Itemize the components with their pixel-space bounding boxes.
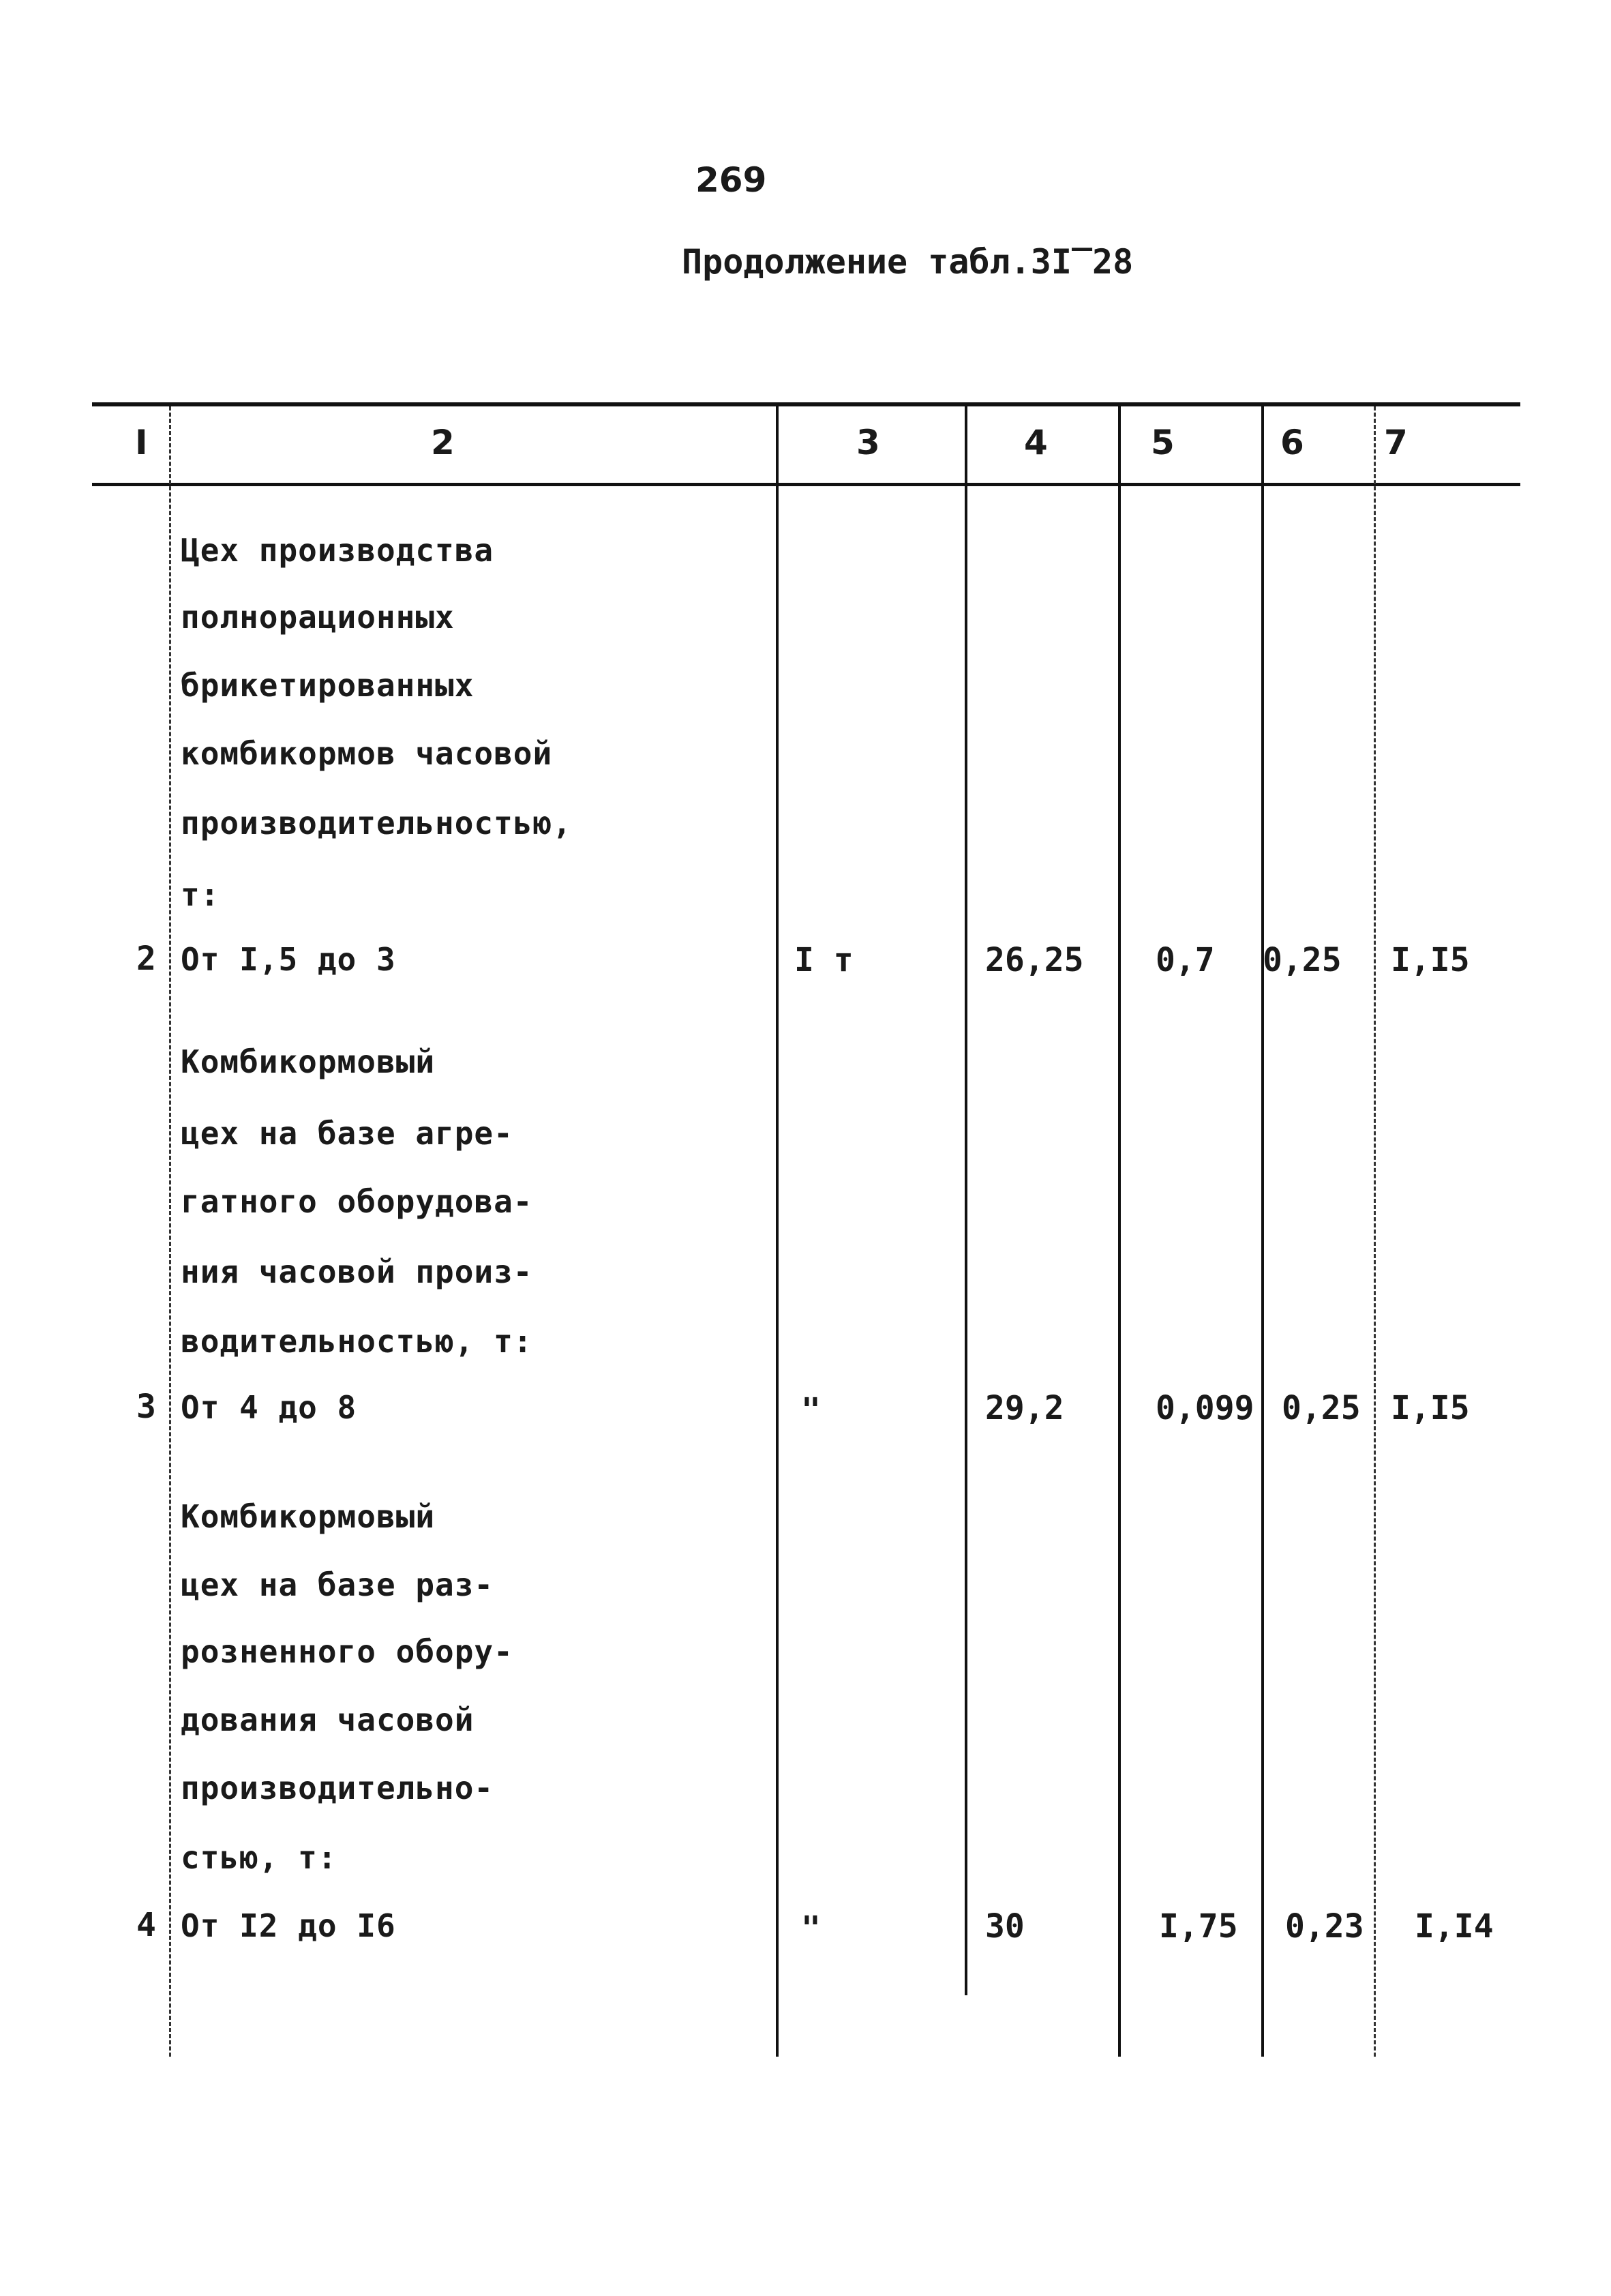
cell-col-5: 0,099 bbox=[1156, 1389, 1254, 1427]
row-range: От 4 до 8 bbox=[181, 1389, 357, 1426]
cell-col-7: I,I5 bbox=[1391, 1389, 1470, 1427]
row-description-line: Комбикормовый bbox=[181, 1498, 436, 1535]
header-col-5: 5 bbox=[1151, 423, 1175, 462]
cell-col-5: 0,7 bbox=[1156, 941, 1215, 979]
column-divider bbox=[965, 406, 967, 1995]
column-divider bbox=[1261, 406, 1264, 2057]
header-col-4: 4 bbox=[1024, 423, 1048, 462]
row-description-line: комбикормов часовой bbox=[181, 735, 553, 772]
cell-col-7: I,I4 bbox=[1415, 1907, 1494, 1945]
column-divider bbox=[169, 406, 171, 2057]
row-description-line: брикетированных bbox=[181, 667, 475, 704]
column-divider bbox=[776, 406, 779, 2057]
cell-col-3: " bbox=[801, 1391, 821, 1429]
row-description-line: производительностью, bbox=[181, 805, 572, 841]
row-description-line: Цех производства bbox=[181, 532, 494, 569]
table-top-rule bbox=[92, 402, 1520, 406]
row-description-line: т: bbox=[181, 876, 220, 913]
row-description-line: дования часовой bbox=[181, 1701, 475, 1738]
row-number: 2 bbox=[136, 940, 156, 978]
cell-col-4: 26,25 bbox=[985, 941, 1084, 979]
table-header-rule bbox=[92, 483, 1520, 486]
header-col-1: I bbox=[135, 423, 148, 462]
row-description-line: производительно- bbox=[181, 1770, 494, 1806]
header-col-7: 7 bbox=[1384, 423, 1408, 462]
column-divider bbox=[1374, 406, 1376, 2057]
row-description-line: водительностью, т: bbox=[181, 1323, 533, 1360]
row-description-line: ния часовой произ- bbox=[181, 1253, 533, 1290]
row-description-line: гатного оборудова- bbox=[181, 1183, 533, 1220]
cell-col-7: I,I5 bbox=[1391, 941, 1470, 979]
row-number: 3 bbox=[136, 1388, 156, 1426]
table-caption: Продолжение табл.3I‾28 bbox=[682, 242, 1134, 282]
row-range: От I,5 до 3 bbox=[181, 941, 396, 978]
row-number: 4 bbox=[136, 1906, 156, 1944]
row-description-line: Комбикормовый bbox=[181, 1043, 436, 1080]
row-description-line: розненного обору- bbox=[181, 1633, 513, 1670]
cell-col-6: 0,25 bbox=[1263, 941, 1342, 979]
header-col-3: 3 bbox=[856, 423, 880, 462]
row-description-line: цех на базе раз- bbox=[181, 1566, 494, 1603]
page-number: 269 bbox=[695, 160, 767, 200]
row-description-line: полнорационных bbox=[181, 599, 455, 636]
cell-col-4: 30 bbox=[985, 1907, 1025, 1945]
column-divider bbox=[1118, 406, 1121, 2057]
row-range: От I2 до I6 bbox=[181, 1907, 396, 1944]
header-col-6: 6 bbox=[1280, 423, 1304, 462]
cell-col-3: I т bbox=[794, 941, 854, 979]
cell-col-3: " bbox=[801, 1909, 821, 1948]
row-description-line: цех на базе агре- bbox=[181, 1115, 513, 1152]
row-description-line: стью, т: bbox=[181, 1839, 337, 1876]
header-col-2: 2 bbox=[431, 423, 455, 462]
cell-col-4: 29,2 bbox=[985, 1389, 1064, 1427]
cell-col-6: 0,23 bbox=[1285, 1907, 1364, 1945]
cell-col-6: 0,25 bbox=[1282, 1389, 1361, 1427]
cell-col-5: I,75 bbox=[1159, 1907, 1238, 1945]
